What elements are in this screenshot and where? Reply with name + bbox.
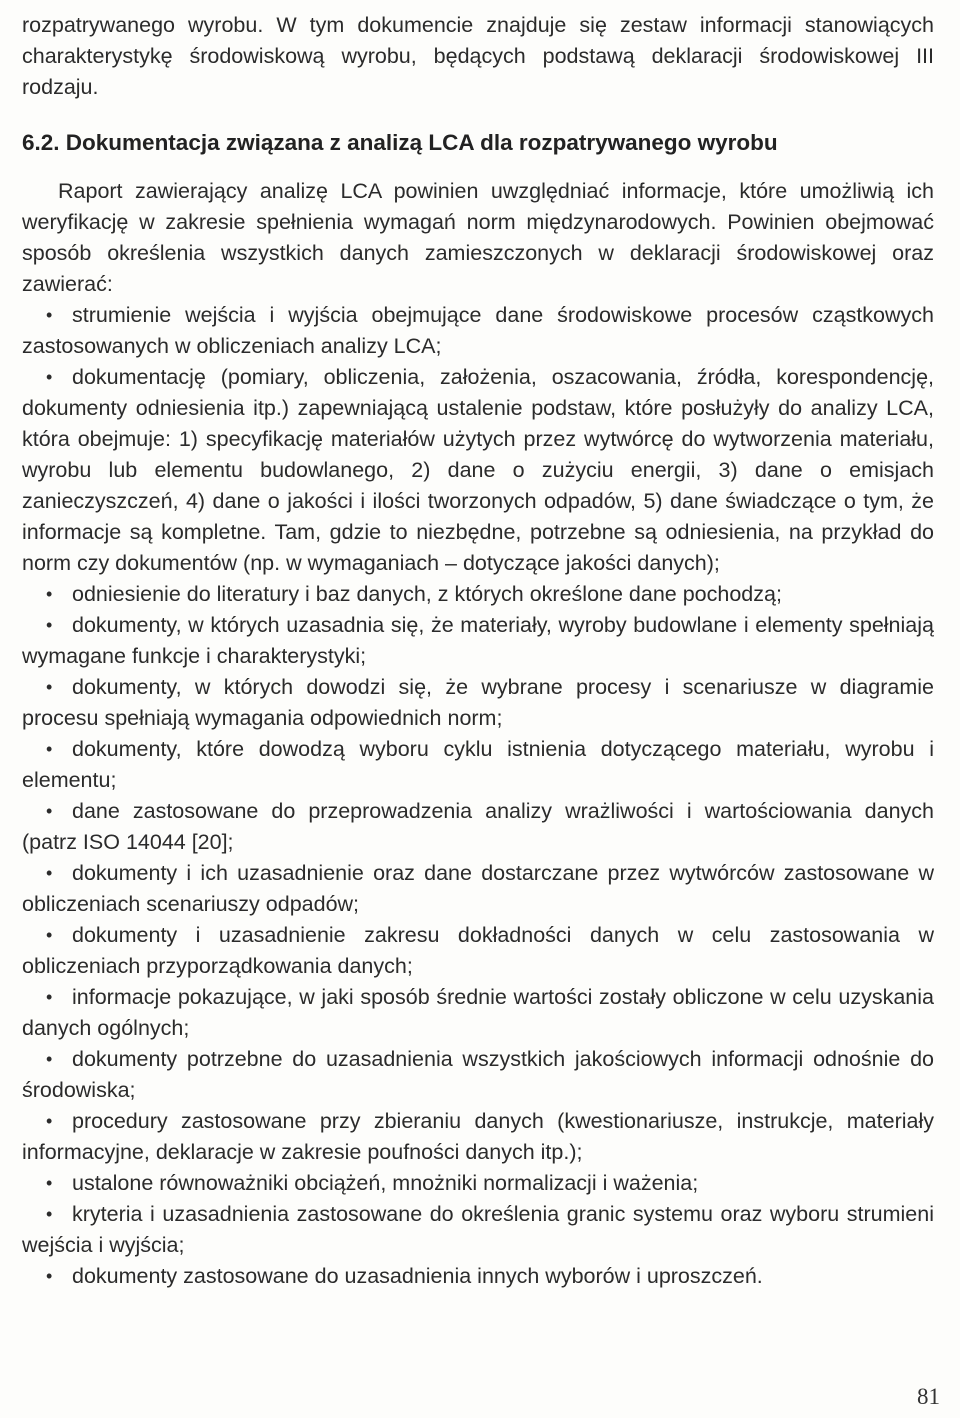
list-item-text: kryteria i uzasadnienia zastosowane do określenia granic systemu oraz wyboru strumieni wejścia i wyjścia; — [22, 1202, 934, 1257]
bullet: • — [46, 739, 53, 759]
list-item — [22, 920, 934, 982]
bullet: • — [46, 925, 53, 945]
list-item-text: dokumenty zastosowane do uzasadnienia innych wyborów i uproszczeń. — [72, 1264, 763, 1288]
list-item-text: informacje pokazujące, w jaki sposób średnie wartości zostały obliczone w celu uzyskania danych ogólnych; — [22, 985, 934, 1040]
list-item-text: dokumenty potrzebne do uzasadnienia wszystkich jakościowych informacji odnośnie do środowiska; — [22, 1047, 934, 1102]
list-item-text: dokumenty, w których uzasadnia się, że materiały, wyroby budowlane i elementy spełniają wymagane funkcje i charakterystyki; — [22, 613, 934, 668]
section-heading — [22, 127, 934, 158]
bullet: • — [46, 1266, 53, 1286]
bullet: • — [46, 987, 53, 1007]
bullet: • — [46, 1111, 53, 1131]
list-item — [22, 672, 934, 734]
list-item — [22, 982, 934, 1044]
list-item-text: dane zastosowane do przeprowadzenia analizy wrażliwości i wartościowania danych (patrz ISO 14044 [20]; — [22, 799, 934, 854]
section-number: 6.2. — [22, 130, 60, 155]
list-item-text: dokumenty, w których dowodzi się, że wybrane procesy i scenariusze w diagramie procesu spełniają wymagania odpowiednich norm; — [22, 675, 934, 730]
section-title: Dokumentacja związana z analizą LCA dla rozpatrywanego wyrobu — [65, 130, 778, 155]
list-item — [22, 300, 934, 362]
bullet: • — [46, 1173, 53, 1193]
list-item-text: dokumentację (pomiary, obliczenia, założenia, oszacowania, źródła, korespondencję, dokumenty odniesienia itp.) zapewniającą ustalenie podstaw, które posłużyły do analizy LCA, która obejmuje: 1) specyfikację materiałów użytych przez wytwórcę do wytworzenia materiału, wyrobu lub elementu budowlanego, 2) dane o zużyciu energii, 3) dane o emisjach zanieczyszczeń, 4) dane o jakości i ilości tworzonych odpadów, 5) dane świadczące o tym, że informacje są kompletne. Tam, gdzie to niezbędne, potrzebne są odniesienia, na przykład do norm czy dokumentów (np. w wymaganiach – dotyczące jakości danych); — [22, 365, 934, 575]
list-item — [22, 1199, 934, 1261]
bullet: • — [46, 1049, 53, 1069]
bullet: • — [46, 863, 53, 883]
requirements-list — [22, 300, 934, 1292]
bullet: • — [46, 801, 53, 821]
list-item — [22, 858, 934, 920]
bullet: • — [46, 677, 53, 697]
list-item — [22, 1168, 934, 1199]
list-item — [22, 579, 934, 610]
list-item — [22, 1106, 934, 1168]
list-item-text: dokumenty i ich uzasadnienie oraz dane dostarczane przez wytwórców zastosowane w obliczeniach scenariuszy odpadów; — [22, 861, 934, 916]
page-content — [22, 10, 934, 1292]
list-item — [22, 362, 934, 579]
page-number: 81 — [917, 1384, 940, 1409]
intro-paragraph: rozpatrywanego wyrobu. W tym dokumencie znajduje się zestaw informacji stanowiących charakterystykę środowiskową wyrobu, będących podstawą deklaracji środowiskowej III rodzaju. — [22, 13, 934, 99]
bullet: • — [46, 367, 53, 387]
bullet: • — [46, 615, 53, 635]
list-item-text: dokumenty, które dowodzą wyboru cyklu istnienia dotyczącego materiału, wyrobu i elementu; — [22, 737, 934, 792]
list-item-text: strumienie wejścia i wyjścia obejmujące dane środowiskowe procesów cząstkowych zastosowanych w obliczeniach analizy LCA; — [22, 303, 934, 358]
list-item — [22, 610, 934, 672]
bullet: • — [46, 1204, 53, 1224]
list-item — [22, 1044, 934, 1106]
list-item-text: procedury zastosowane przy zbieraniu danych (kwestionariusze, instrukcje, materiały informacyjne, deklaracje w zakresie poufności danych itp.); — [22, 1109, 934, 1164]
list-item — [22, 734, 934, 796]
body-paragraph: Raport zawierający analizę LCA powinien uwzględniać informacje, które umożliwią ich weryfikację w zakresie spełnienia wymagań norm międzynarodowych. Powinien obejmować sposób określenia wszystkich danych zamieszczonych w deklaracji środowiskowej oraz zawierać: — [22, 179, 934, 296]
list-item-text: ustalone równoważniki obciążeń, mnożniki normalizacji i ważenia; — [72, 1171, 699, 1195]
list-item — [22, 796, 934, 858]
bullet: • — [46, 584, 53, 604]
bullet: • — [46, 305, 53, 325]
list-item — [22, 1261, 934, 1292]
list-item-text: dokumenty i uzasadnienie zakresu dokładności danych w celu zastosowania w obliczeniach przyporządkowania danych; — [22, 923, 934, 978]
list-item-text: odniesienie do literatury i baz danych, z których określone dane pochodzą; — [72, 582, 782, 606]
